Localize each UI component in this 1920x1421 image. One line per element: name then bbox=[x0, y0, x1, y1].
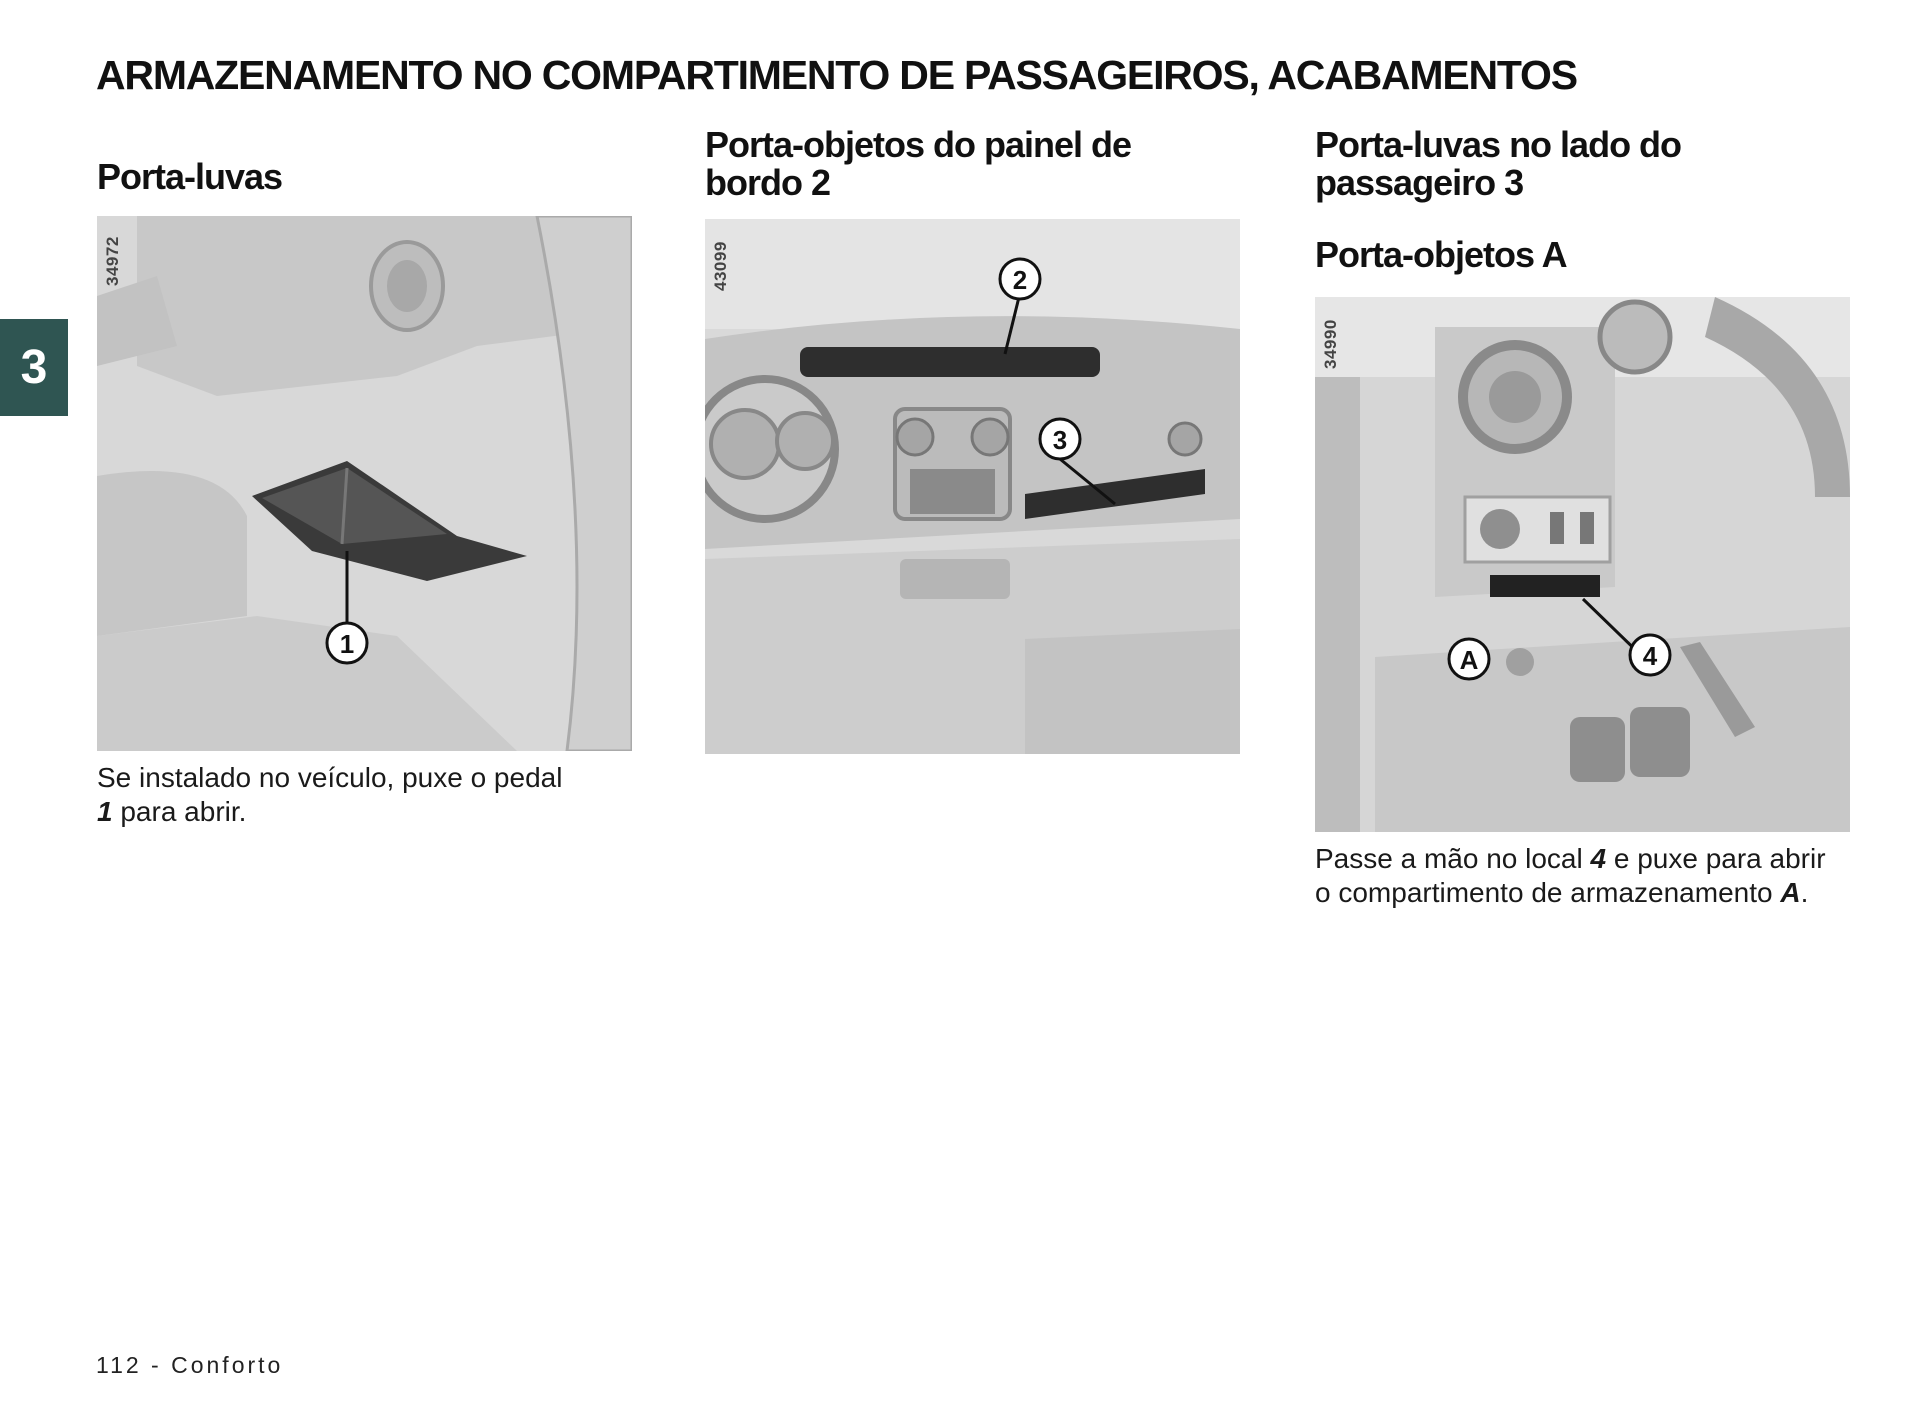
callout-1 bbox=[327, 623, 367, 663]
section-heading-glovebox: Porta-luvas bbox=[97, 156, 283, 197]
callout-4-label: 4 bbox=[1642, 641, 1658, 671]
glovebox-instructions: Se instalado no veículo, puxe o pedal 1 para abrir. bbox=[97, 762, 563, 827]
passenger-storage-illustration bbox=[1315, 297, 1850, 832]
figure-ref-34972: 34972 bbox=[103, 236, 122, 286]
page-footer: 112 - Conforto bbox=[96, 1352, 284, 1378]
page-title: ARMAZENAMENTO NO COMPARTIMENTO DE PASSAGEIROS, ACABAMENTOS bbox=[96, 52, 1577, 98]
section-heading-passenger-glovebox: Porta-luvas no lado do passageiro 3 bbox=[1315, 124, 1682, 203]
section-subheading-storage-a: Porta-objetos A bbox=[1315, 234, 1567, 275]
section-heading-dashboard-storage: Porta-objetos do painel de bordo 2 bbox=[705, 124, 1132, 203]
callout-3-label: 3 bbox=[1052, 425, 1068, 455]
callout-3 bbox=[1040, 419, 1080, 459]
callout-2 bbox=[1000, 259, 1040, 299]
callout-2-label: 2 bbox=[1012, 265, 1028, 295]
figure-ref-34990: 34990 bbox=[1321, 319, 1340, 369]
dashboard-illustration bbox=[705, 219, 1240, 754]
chapter-tab: 3 bbox=[0, 319, 68, 416]
callout-a-label: A bbox=[1459, 645, 1479, 675]
figure-ref-43099: 43099 bbox=[711, 241, 730, 291]
passenger-storage-instructions: Passe a mão no local 4 e puxe para abrir o compartimento de armazenamento A. bbox=[1315, 843, 1826, 908]
glovebox-illustration bbox=[97, 216, 632, 751]
callout-1-label: 1 bbox=[339, 629, 355, 659]
callout-a bbox=[1449, 639, 1489, 679]
callout-4 bbox=[1630, 635, 1670, 675]
